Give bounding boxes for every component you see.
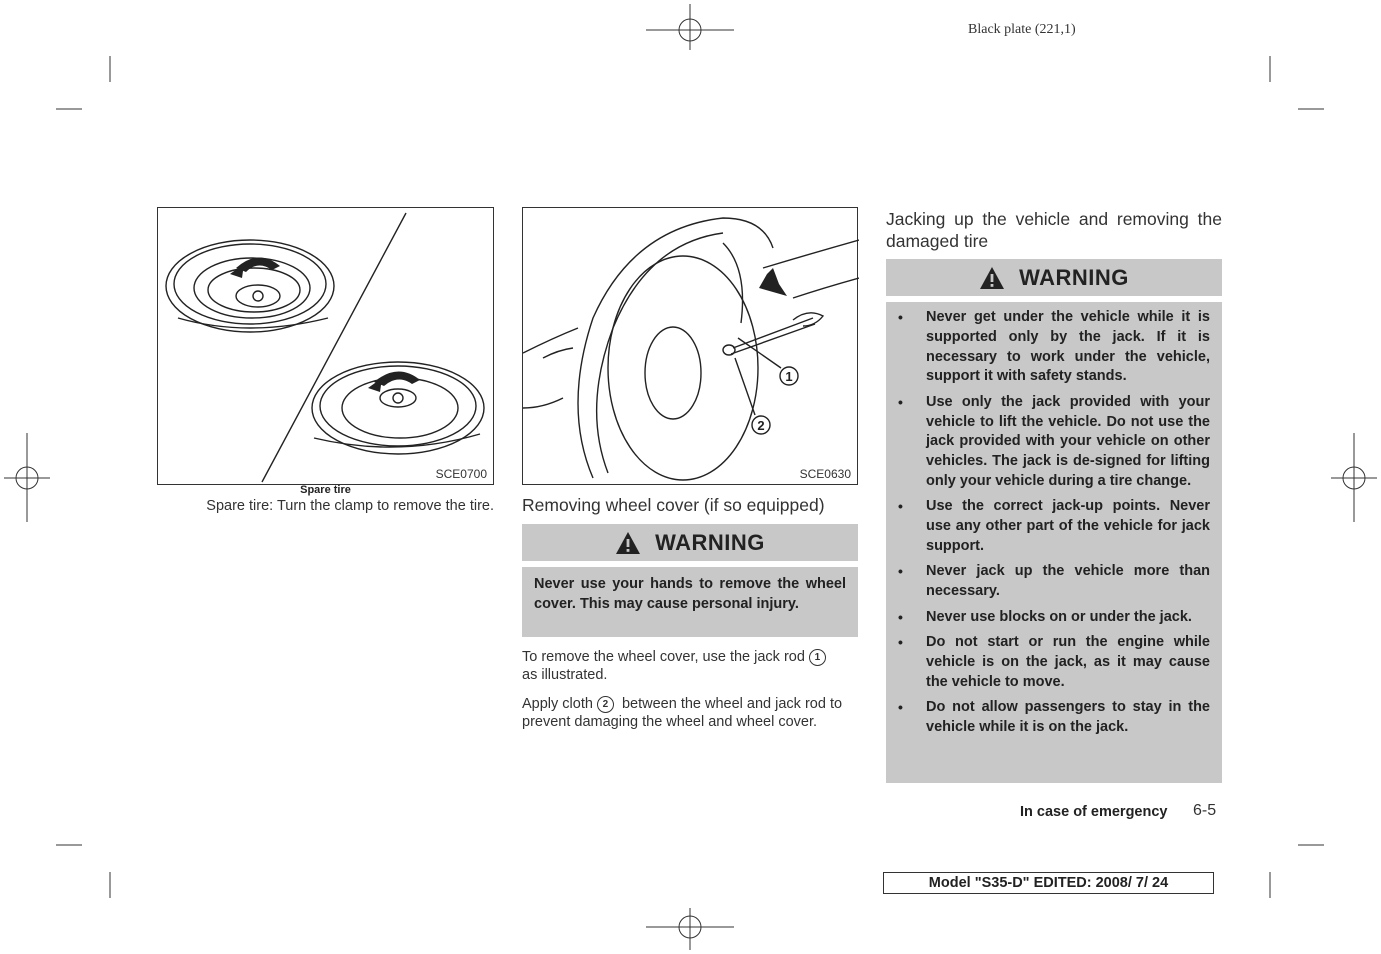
figure-code: SCE0700: [435, 467, 487, 481]
callout-ref-1: 1: [809, 649, 826, 666]
warning-title: WARNING: [1019, 264, 1129, 290]
model-edit-stamp: Model "S35-D" EDITED: 2008/ 7/ 24: [883, 872, 1214, 894]
paragraph-text: Apply cloth: [522, 696, 593, 712]
page-number: 6-5: [1193, 802, 1217, 819]
warning-icon: [979, 266, 1005, 290]
wheel-cover-figure: [522, 207, 858, 485]
wheel-cover-heading: Removing wheel cover (if so equipped): [522, 495, 825, 515]
warning-item: • Use only the jack provided with your vehicle to lift the vehicle. Do not use the jack provided with your vehicle on other vehicles. The jack is de-signed for lifting only your vehicle during a tire change.: [898, 393, 1210, 492]
warning-header: [886, 259, 1222, 296]
plate-label: Black plate (221,1): [968, 22, 1076, 37]
paragraph-cloth: [522, 695, 858, 731]
figure-caption-title: Spare tire: [300, 484, 351, 496]
jacking-heading: Jacking up the vehicle and removing the damaged tire: [886, 209, 1222, 251]
warning-icon: [615, 531, 641, 555]
wheel-cover-illustration: [523, 208, 859, 486]
warning-item: • Do not allow passengers to stay in the vehicle while it is on the jack.: [898, 698, 1210, 738]
figure-code: SCE0630: [799, 467, 851, 481]
section-title: In case of emergency: [1020, 804, 1168, 820]
callout-ref-2: 2: [597, 696, 614, 713]
warning-body: Never use your hands to remove the wheel cover. This may cause personal injury.: [522, 567, 858, 637]
paragraph-text: between the wheel and jack rod to prevent damaging the wheel and wheel cover.: [522, 696, 843, 730]
paragraph-text: as illustrated.: [522, 667, 608, 683]
warning-list: [898, 308, 1210, 738]
paragraph-text: To remove the wheel cover, use the jack rod: [522, 649, 805, 665]
warning-header: [522, 524, 858, 561]
warning-item: • Never jack up the vehicle more than necessary.: [898, 562, 1210, 602]
callout-2: 2: [757, 418, 765, 433]
spare-tire-figure: [157, 207, 494, 485]
figure-caption: Spare tire: Turn the clamp to remove the tire.: [206, 498, 494, 514]
warning-item: • Never use blocks on or under the jack.: [898, 608, 1210, 628]
paragraph-jack-rod: [522, 648, 858, 684]
warning-list-box: [886, 302, 1222, 783]
callout-1: 1: [785, 369, 793, 384]
spare-tire-illustration: [158, 208, 495, 486]
warning-item: • Do not start or run the engine while vehicle is on the jack, as it may cause the vehicle to move.: [898, 633, 1210, 692]
warning-item: • Use the correct jack-up points. Never use any other part of the vehicle for jack support.: [898, 497, 1210, 556]
warning-item: • Never get under the vehicle while it is supported only by the jack. If it is necessary to work under the vehicle, support it with safety stands.: [898, 308, 1210, 387]
warning-title: WARNING: [655, 529, 765, 555]
